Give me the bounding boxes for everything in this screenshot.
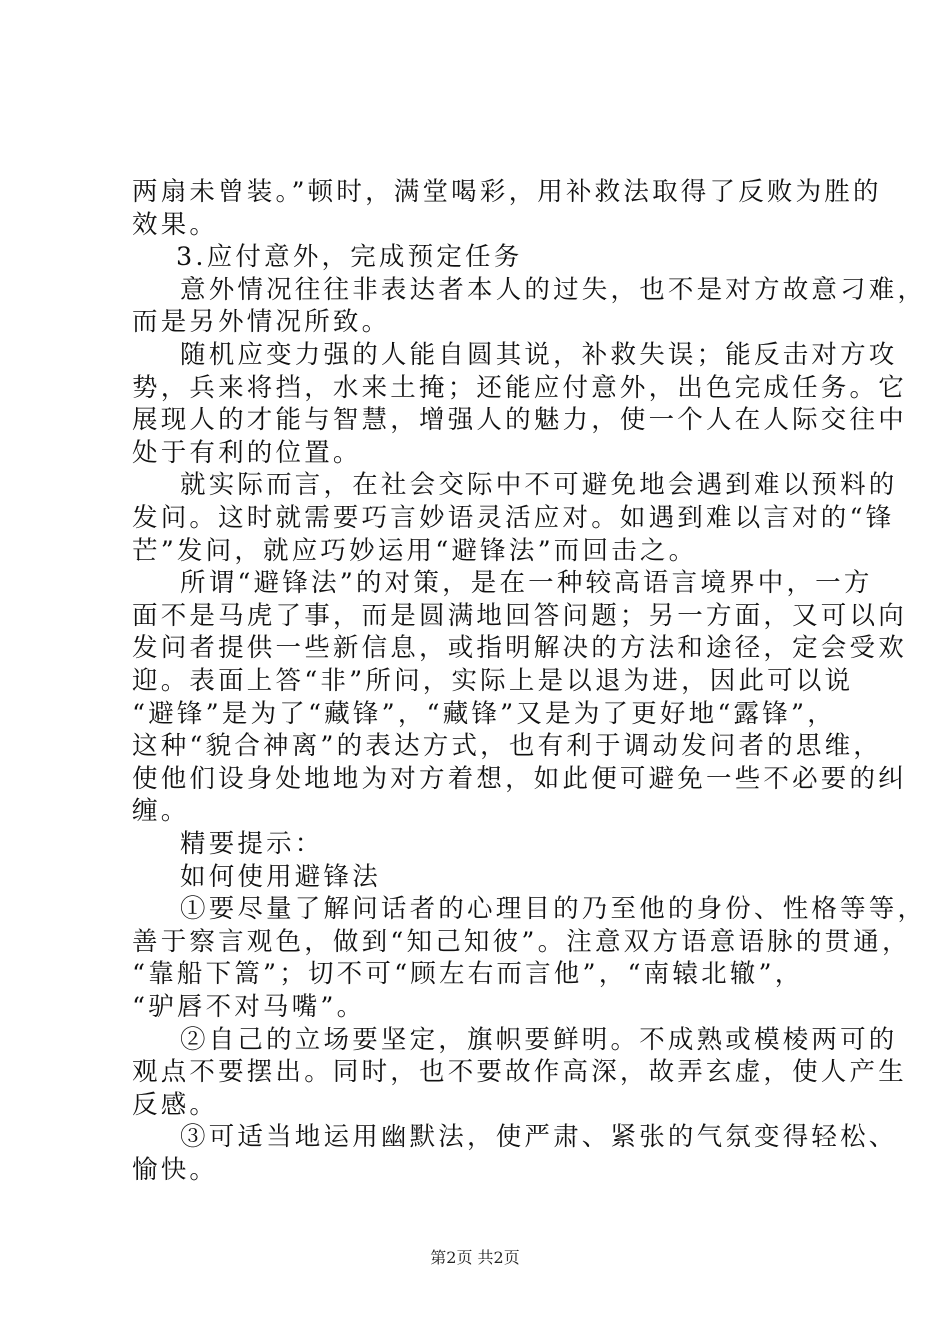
body-line: 迎。表面上答“非”所问，实际上是以退为进，因此可以说 [132,666,854,696]
body-line: 反感。 [132,1090,219,1120]
body-line: “靠船下篙”；切不可“顾左右而言他”，“南辕北辙”， [132,959,804,989]
tip-subheading: 如何使用避锋法 [180,862,381,892]
body-line: “驴唇不对马嘴”。 [132,992,366,1022]
page-footer: 第2页 共2页 [430,1248,520,1267]
body-line: 发问。这时就需要巧言妙语灵活应对。如遇到难以言对的“锋 [132,503,895,533]
body-line: 缠。 [132,796,190,826]
body-line: 而是另外情况所致。 [132,307,391,337]
body-line: 面不是马虎了事，而是圆满地回答问题；另一方面，又可以向 [132,601,907,631]
body-line: 观点不要摆出。同时，也不要故作高深，故弄玄虚，使人产生 [132,1057,907,1087]
body-line: 效果。 [132,210,219,240]
body-line: 意外情况往往非表达者本人的过失，也不是对方故意刁难， [180,275,927,305]
body-line: 处于有利的位置。 [132,438,362,468]
body-line: 势，兵来将挡，水来土掩；还能应付意外，出色完成任务。它 [132,373,907,403]
section-heading: 3.应付意外，完成预定任务 [176,242,523,272]
body-line: 愉快。 [132,1155,219,1185]
body-line: 善于察言观色，做到“知己知彼”。注意双方语意语脉的贯通， [132,927,911,957]
body-line: 使他们设身处地地为对方着想，如此便可避免一些不必要的纠 [132,764,907,794]
body-line: 这种“貌合神离”的表达方式，也有利于调动发问者的思维， [132,731,882,761]
body-line: “避锋”是为了“藏锋”，“藏锋”又是为了更好地“露锋”， [132,699,836,729]
body-line: 芒”发问，就应巧妙运用“避锋法”而回击之。 [132,536,698,566]
body-line: 展现人的才能与智慧，增强人的魅力，使一个人在人际交往中 [132,405,907,435]
body-line: 两扇未曾装。”顿时，满堂喝彩，用补救法取得了反败为胜的 [132,177,882,207]
body-line: 发问者提供一些新信息，或指明解决的方法和途径，定会受欢 [132,633,907,663]
body-line: 随机应变力强的人能自圆其说，补救失误；能反击对方攻 [180,340,898,370]
body-line: 就实际而言，在社会交际中不可避免地会遇到难以预料的 [180,470,898,500]
tip-item-2: ②自己的立场要坚定，旗帜要鲜明。不成熟或模棱两可的 [180,1025,898,1055]
tip-item-3: ③可适当地运用幽默法，使严肃、紧张的气氛变得轻松、 [180,1122,898,1152]
body-line: 所谓“避锋法”的对策，是在一种较高语言境界中，一方 [180,568,873,598]
tip-heading: 精要提示： [180,829,324,859]
tip-item-1: ①要尽量了解问话者的心理目的乃至他的身份、性格等等， [180,894,927,924]
